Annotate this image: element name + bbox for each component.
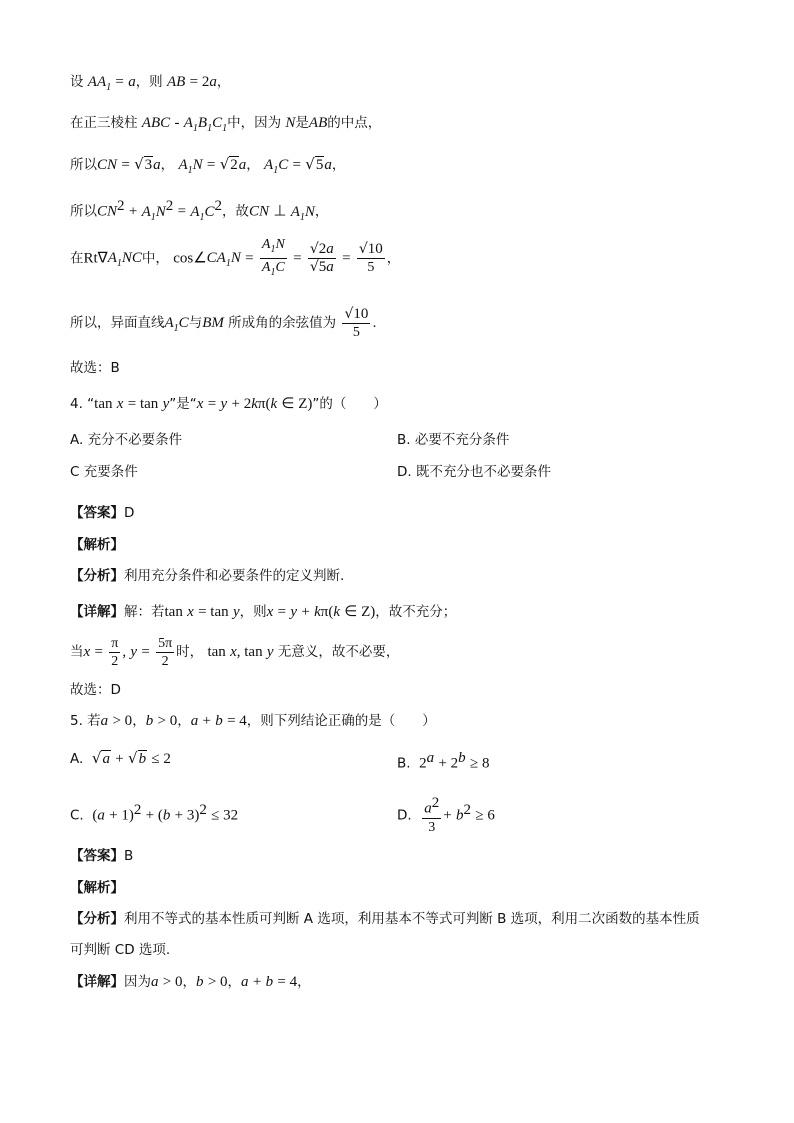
fenxi-label: 【分析】 (70, 568, 124, 584)
xiangjie-label: 【详解】 (70, 604, 124, 620)
fenxi-text: 利用不等式的基本性质可判断 A 选项，利用基本不等式可判断 B 选项，利用二次函数的基本性质 (124, 911, 700, 927)
text: 中，因为 (227, 115, 282, 131)
q4-option-b: B. 必要不充分条件 (397, 432, 510, 448)
q5-answer (70, 846, 133, 866)
text: 因为 (124, 974, 151, 990)
q5-fenxi-1 (70, 909, 700, 929)
text: ， (216, 74, 231, 90)
text: 当 (70, 644, 84, 660)
text: ，则下列结论正确的是（ ） (246, 713, 436, 729)
answer-value: D (124, 505, 135, 521)
q5-fenxi-2: 可判断 CD 选项. (70, 942, 171, 958)
q4-xiangjie-2: 当x = $\frac{\pi}{2}$ , y = $\frac{5\pi}{2}$ 时， tan x, tan y 无意义，故不必要， (70, 635, 400, 669)
q5-xiangjie-1: 【详解】因为a > 0，b > 0，a + b = 4， (70, 974, 311, 990)
q5-option-c: C. $(a + 1)^2 + (b + 3)^2 \le 32$ (70, 802, 239, 824)
q5-jiexi-label: 【解析】 (70, 880, 124, 896)
text: D. (397, 807, 412, 824)
text: 在 (70, 250, 84, 267)
q4-fenxi (70, 566, 344, 586)
answer-value: B (124, 848, 134, 864)
q4-final: 故选：D (70, 682, 121, 698)
line-answer-b: 故选：B (70, 360, 120, 376)
line-conclusion: 所以，异面直线$A_1C$与BM 所成角的余弦值为 $\frac{√10}{5}$ . (70, 305, 377, 340)
text: 4. “ (70, 396, 95, 412)
q4-xiangjie-1: 【详解】解：若tan x = tan y，则x = y + kπ(k ∈ Z)，故不充分； (70, 604, 457, 620)
q4-answer (70, 503, 134, 523)
text: 设 (70, 74, 84, 90)
q5-option-b: B. $2^a + 2^b \ge 8$ (397, 750, 490, 772)
q4-jiexi-label: 【解析】 (70, 537, 124, 553)
q4-option-c: C 充要条件 (70, 464, 138, 480)
text: ”的（ ） (312, 396, 387, 412)
text: ，故不充分； (375, 604, 457, 620)
fenxi-label: 【分析】 (70, 911, 124, 927)
text: 所以 (70, 157, 97, 173)
text: 5. 若 (70, 713, 101, 729)
text: 解：若 (124, 604, 165, 620)
text: B. (397, 755, 411, 772)
text: 的中点， (327, 115, 382, 131)
q5-option-d: D. $\frac{a^2}{3}$ + $b^2 \ge 6$ (397, 795, 495, 835)
text: 与 (188, 315, 203, 331)
text: ，则 (239, 604, 267, 620)
line-lengths: 所以CN = √3a， $A_1N = √2a$， $A_1C = √5a$， (70, 155, 346, 176)
line-perpendicular: 所以$CN^2 + A_1N^2 = A_1C^2$，故CN ⊥ $A_1N$， (70, 198, 329, 223)
text: C. (70, 807, 84, 824)
text: 在正三棱柱 (70, 115, 138, 131)
text: A. (70, 751, 84, 767)
answer-label: 【答案】 (70, 848, 124, 864)
text: ，故 (222, 203, 250, 220)
question-5: 5. 若a > 0，b > 0，a + b = 4，则下列结论正确的是（ ） (70, 713, 436, 729)
text: 所以 (70, 203, 97, 220)
line-prism: 在正三棱柱 ABC - $A_1B_1C_1$中，因为 N是AB的中点， (70, 115, 382, 134)
text: 无意义，故不必要， (277, 644, 400, 660)
text: 是 (295, 115, 309, 131)
text: 中， (141, 250, 169, 267)
q4-option-d: D. 既不充分也不必要条件 (397, 464, 551, 480)
text: 所成角的余弦值为 (228, 315, 337, 331)
line-set-variables: 设 $AA_1 = a$，则 AB = 2a， (70, 74, 231, 93)
question-4: 4. “tan x = tan y”是“x = y + 2kπ(k ∈ Z)”的（ ） (70, 396, 387, 412)
text: 时， (176, 644, 204, 660)
xiangjie-label: 【详解】 (70, 974, 124, 990)
q4-option-a: A. 充分不必要条件 (70, 432, 183, 448)
answer-label: 【答案】 (70, 505, 124, 521)
line-cosine: 在$Rt\nabla A_1NC$中， $\cos\angle CA_1N$ = $\frac{A_1N}{A_1C}$ = $\frac{√2a}{√5a}$ = $\frac{√10}{5}$ ， (70, 236, 400, 284)
text: ，则 (135, 74, 163, 90)
fenxi-text: 利用充分条件和必要条件的定义判断. (124, 568, 345, 584)
text: 所以，异面直线 (70, 315, 165, 331)
text: ”是“ (169, 396, 197, 412)
q5-option-a: A. √a + √b ≤ 2 (70, 749, 171, 767)
